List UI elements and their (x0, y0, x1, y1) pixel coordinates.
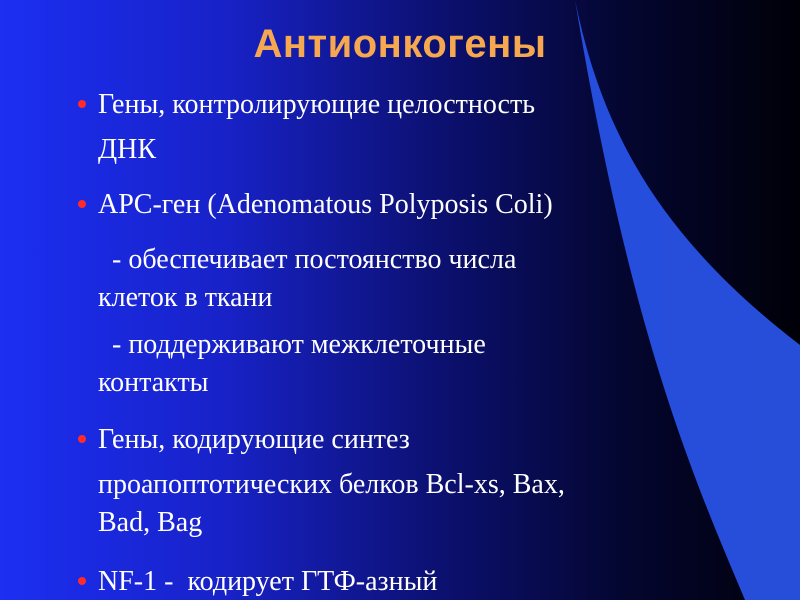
item-3-line-1: - обеспечивает постоянство числа (98, 244, 517, 275)
item-2-line-1: APC-ген (Adenomatous Polyposis Coli) (98, 189, 553, 220)
item-4-line-2: контакты (98, 367, 209, 398)
bullet-marker (78, 100, 86, 108)
swoosh-shape (575, 0, 800, 600)
item-4-line-1: - поддерживают межклеточные (98, 329, 486, 360)
bullet-marker (78, 435, 86, 443)
item-6-line-1: NF-1 - кодирует ГТФ-азный (98, 566, 438, 597)
item-1-line-2: ДНК (98, 134, 156, 165)
item-5-line-3: Bad, Bag (98, 507, 203, 538)
slide-title: Антионкогены (253, 22, 547, 66)
item-5-line-1: Гены, кодирующие синтез (98, 424, 410, 455)
item-1-line-1: Гены, контролирующие целостность (98, 89, 535, 120)
bullet-marker (78, 200, 86, 208)
bullet-marker (78, 577, 86, 585)
item-3-line-2: клеток в ткани (98, 282, 273, 313)
item-5-line-2: проапоптотических белков Bcl-xs, Bax, (98, 469, 565, 500)
